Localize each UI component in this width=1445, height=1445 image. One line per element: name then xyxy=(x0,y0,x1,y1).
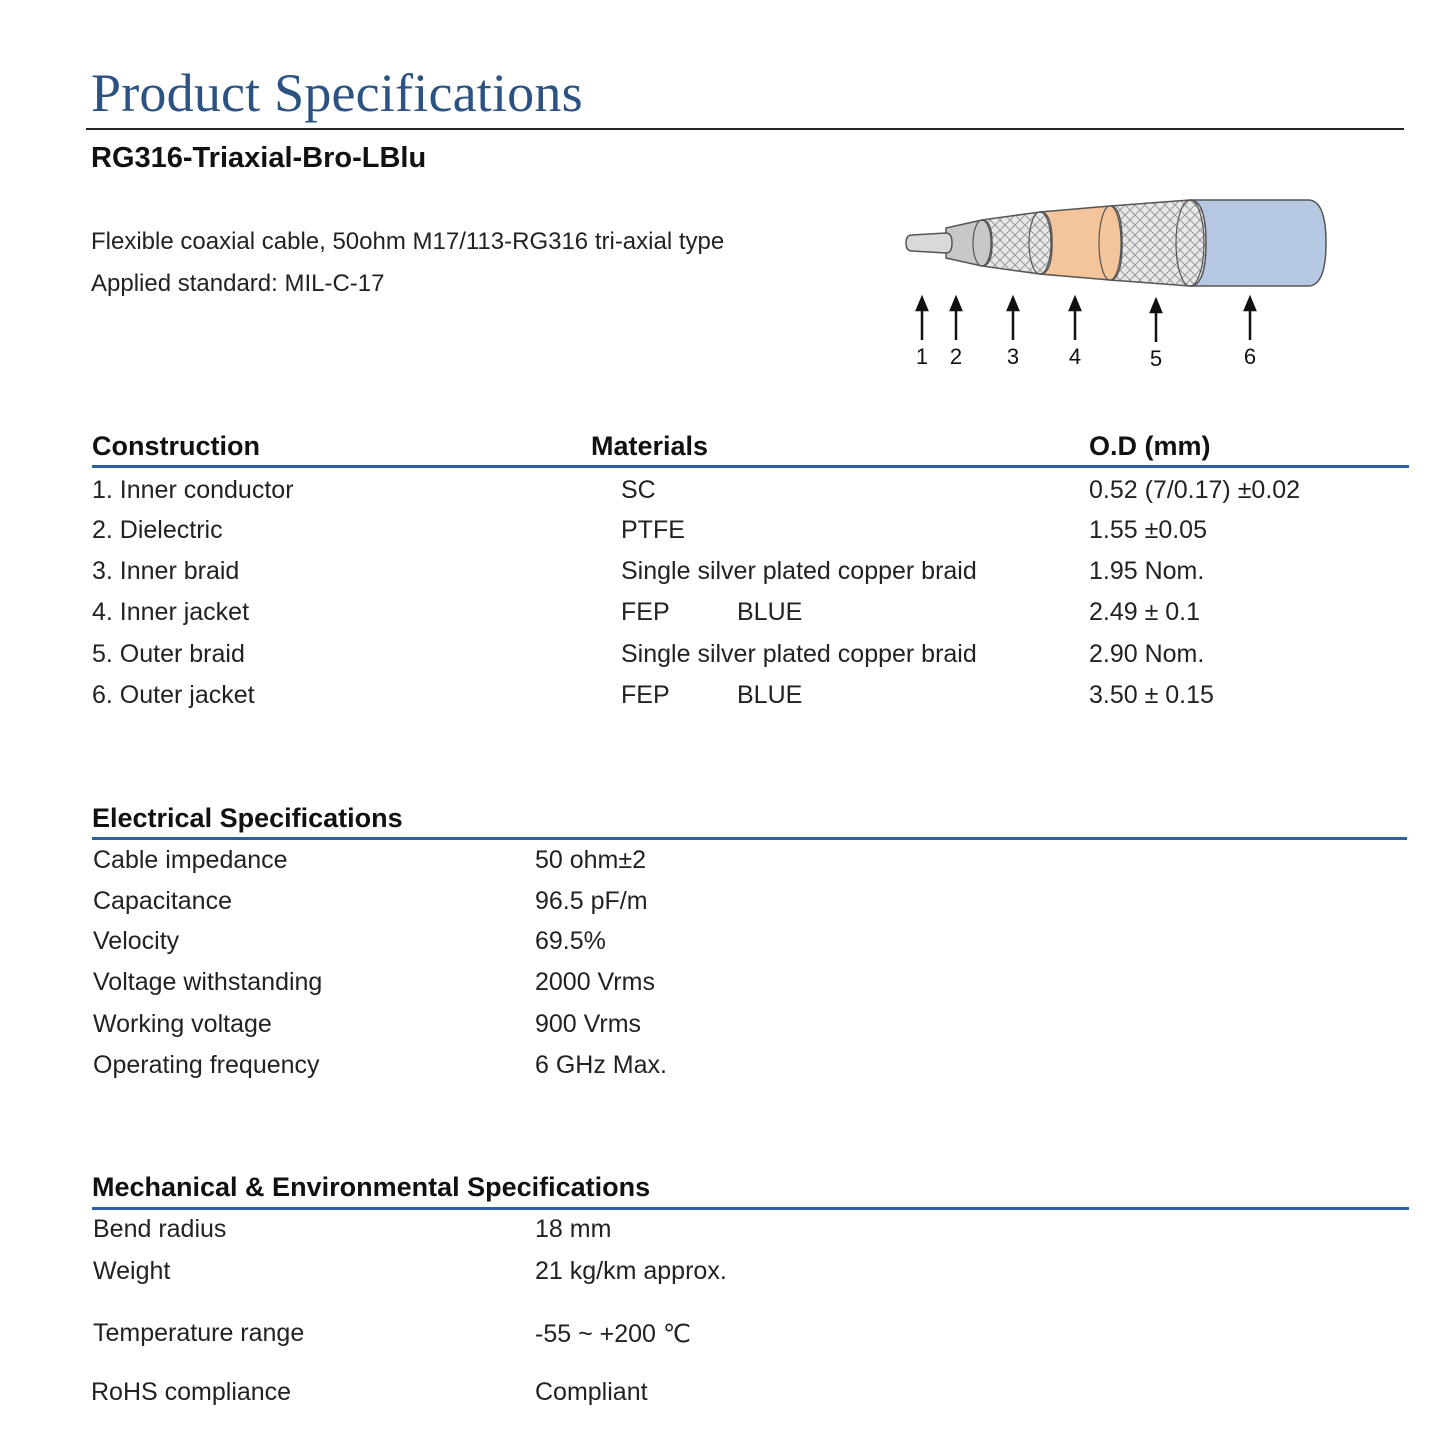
construction-divider xyxy=(92,465,1409,468)
construction-od: 0.52 (7/0.17) ±0.02 xyxy=(1089,476,1301,504)
construction-material: SC xyxy=(621,476,656,504)
diagram-label-4: 4 xyxy=(1068,344,1082,369)
construction-name: 3. Inner braid xyxy=(92,557,240,585)
spec-label: Voltage withstanding xyxy=(93,968,323,996)
electrical-section-title: Electrical Specifications xyxy=(92,803,403,833)
construction-od: 1.95 Nom. xyxy=(1089,557,1205,585)
construction-od: 2.49 ± 0.1 xyxy=(1089,598,1201,626)
description-line-2: Applied standard: MIL-C-17 xyxy=(91,270,385,297)
electrical-divider xyxy=(92,837,1407,840)
construction-name: 5. Outer braid xyxy=(92,640,245,668)
construction-material: PTFE xyxy=(621,516,685,544)
description-line-1: Flexible coaxial cable, 50ohm M17/113-RG316 tri-axial type xyxy=(91,228,725,255)
spec-label: Temperature range xyxy=(93,1319,305,1347)
layer-outer-jacket xyxy=(1190,200,1326,286)
mechanical-section-title: Mechanical & Environmental Specifications xyxy=(92,1172,651,1202)
diagram-label-6: 6 xyxy=(1243,344,1257,369)
mechanical-divider xyxy=(92,1207,1409,1210)
diagram-label-5: 5 xyxy=(1149,346,1163,371)
construction-color: BLUE xyxy=(737,598,803,626)
product-name: RG316-Triaxial-Bro-LBlu xyxy=(91,142,427,174)
title-divider xyxy=(86,128,1404,130)
spec-value: Compliant xyxy=(535,1378,648,1406)
construction-material: Single silver plated copper braid xyxy=(621,640,977,668)
spec-value: 96.5 pF/m xyxy=(535,887,648,915)
construction-material: FEP xyxy=(621,598,670,626)
diagram-label-2: 2 xyxy=(949,344,963,369)
spec-value: 50 ohm±2 xyxy=(535,846,647,874)
spec-label: Working voltage xyxy=(93,1010,272,1038)
spec-label: Operating frequency xyxy=(93,1051,320,1079)
construction-header: Construction xyxy=(92,431,260,461)
construction-name: 4. Inner jacket xyxy=(92,598,250,626)
spec-label: Capacitance xyxy=(93,887,232,915)
cable-cross-section-diagram xyxy=(900,190,1340,380)
spec-value: 69.5% xyxy=(535,927,606,955)
spec-value: 18 mm xyxy=(535,1215,612,1243)
spec-value: 2000 Vrms xyxy=(535,968,655,996)
spec-value: -55 ~ +200 ℃ xyxy=(535,1320,691,1348)
spec-value: 900 Vrms xyxy=(535,1010,642,1038)
construction-material: FEP xyxy=(621,681,670,709)
construction-od: 1.55 ±0.05 xyxy=(1089,516,1207,544)
spec-label: Weight xyxy=(93,1257,171,1285)
construction-name: 1. Inner conductor xyxy=(92,476,294,504)
layer-dielectric xyxy=(946,220,992,266)
spec-label: Cable impedance xyxy=(93,846,288,874)
construction-name: 6. Outer jacket xyxy=(92,681,255,709)
spec-value: 21 kg/km approx. xyxy=(535,1257,727,1285)
diagram-label-1: 1 xyxy=(915,344,929,369)
diagram-label-3: 3 xyxy=(1006,344,1020,369)
materials-header: Materials xyxy=(591,431,709,461)
construction-material: Single silver plated copper braid xyxy=(621,557,977,585)
construction-od: 2.90 Nom. xyxy=(1089,640,1205,668)
spec-label: Velocity xyxy=(93,927,180,955)
construction-color: BLUE xyxy=(737,681,803,709)
layer-outer-braid xyxy=(1110,200,1206,286)
construction-name: 2. Dielectric xyxy=(92,516,223,544)
od-header: O.D (mm) xyxy=(1089,431,1211,461)
construction-od: 3.50 ± 0.15 xyxy=(1089,681,1214,709)
page-title: Product Specifications xyxy=(91,63,583,123)
spec-value: 6 GHz Max. xyxy=(535,1051,667,1079)
spec-label: RoHS compliance xyxy=(91,1378,292,1406)
layer-inner-conductor xyxy=(906,233,952,253)
spec-label: Bend radius xyxy=(93,1215,227,1243)
